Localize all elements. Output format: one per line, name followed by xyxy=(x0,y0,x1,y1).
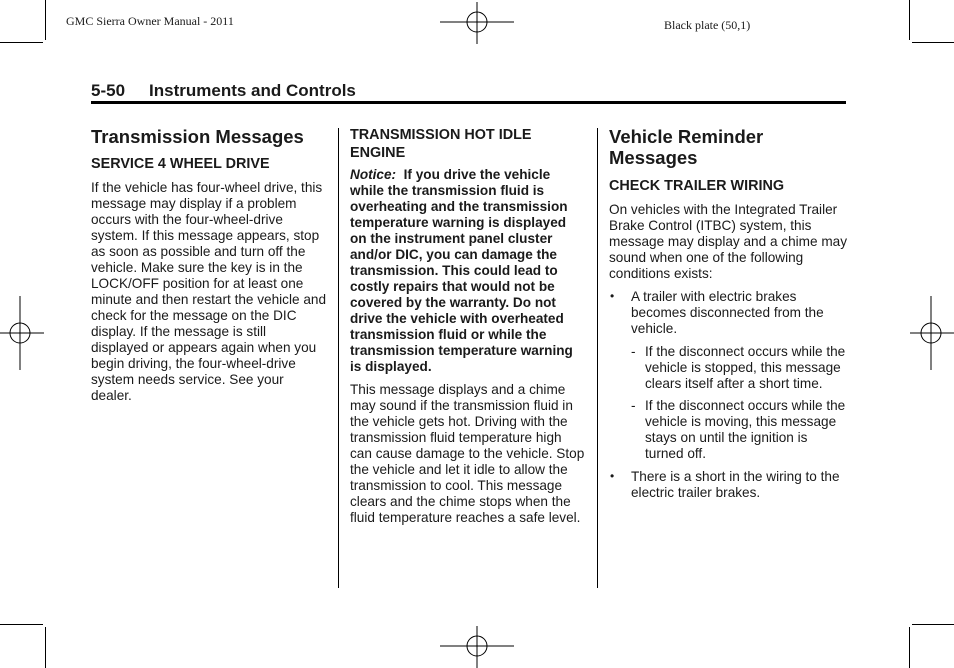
subheading-transmission-hot-idle: TRANSMISSION HOT IDLE ENGINE xyxy=(350,127,532,161)
crop-mark xyxy=(909,627,910,668)
sub-list-item xyxy=(609,398,849,462)
plate-label: Black plate (50,1) xyxy=(664,18,751,32)
heading-vehicle-reminder: Vehicle Reminder Messages xyxy=(609,126,764,168)
notice-label: Notice: xyxy=(350,167,397,182)
dash-text: If the disconnect occurs while the vehicle is moving, this message stays on until the ignition is turned off. xyxy=(645,398,846,461)
crop-mark xyxy=(0,624,43,625)
column-2 xyxy=(350,126,586,526)
column-divider xyxy=(597,128,598,588)
dash-marker: - xyxy=(631,398,636,413)
notice-paragraph xyxy=(350,167,586,375)
list-item xyxy=(609,289,849,337)
crop-mark xyxy=(912,42,954,43)
heading-transmission-messages: Transmission Messages xyxy=(91,126,304,147)
bullet-marker: • xyxy=(610,469,615,483)
bullet-text: A trailer with electric brakes becomes disconnected from the vehicle. xyxy=(631,289,824,336)
notice-text: If you drive the vehicle while the transmission fluid is overheating and the transmission temperature warning is displayed on the instrument panel cluster and/or DIC, you can damage the transmission. This could lead to costly repairs that would not be covered by the warranty. Do not drive the vehicle with overheated transmission fluid or while the transmission temperature warning is displayed. xyxy=(350,167,573,374)
column-divider xyxy=(338,128,339,588)
sub-list-item xyxy=(609,344,849,392)
bullet-text: There is a short in the wiring to the electric trailer brakes. xyxy=(631,469,840,500)
registration-mark-bottom xyxy=(440,626,514,668)
column-1 xyxy=(91,126,327,404)
dash-text: If the disconnect occurs while the vehicle is stopped, this message clears itself after a short time. xyxy=(645,344,846,391)
paragraph-hot-idle: This message displays and a chime may sound if the transmission fluid in the vehicle gets hot. Driving with the transmission fluid temperature high can cause damage to the vehicle. Stop the vehicle and let it idle to allow the transmission to cool. This message clears and the chime stops when the fluid temperature reaches a safe level. xyxy=(350,382,585,525)
crop-mark xyxy=(45,0,46,40)
subheading-service-4wd: SERVICE 4 WHEEL DRIVE xyxy=(91,156,270,172)
crop-mark xyxy=(45,627,46,668)
page-number: 5-50 xyxy=(91,81,126,100)
list-item xyxy=(609,469,849,501)
dash-marker: - xyxy=(631,344,636,359)
section-title: Instruments and Controls xyxy=(149,81,356,100)
crop-mark xyxy=(909,0,910,40)
crop-mark xyxy=(912,624,954,625)
subheading-check-trailer-wiring: CHECK TRAILER WIRING xyxy=(609,178,785,194)
section-heading xyxy=(91,81,356,101)
bullet-marker: • xyxy=(610,289,615,303)
registration-mark-left xyxy=(0,296,44,370)
crop-mark xyxy=(0,42,43,43)
paragraph-service-4wd: If the vehicle has four-wheel drive, this message may display if a problem occurs with the four-wheel-drive system. If this message appears, stop as soon as possible and turn off the vehicle. Make sure the key is in the LOCK/OFF position for at least one minute and then restart the vehicle and check for the message on the DIC display. If the message is still displayed or appears again when you begin driving, the four-wheel-drive system needs service. See your dealer. xyxy=(91,180,327,403)
paragraph-trailer-intro: On vehicles with the Integrated Trailer Brake Control (ITBC) system, this message may display and a chime may sound when one of the following conditions exists: xyxy=(609,202,847,281)
manual-title: GMC Sierra Owner Manual - 2011 xyxy=(66,14,234,28)
column-3 xyxy=(609,126,849,501)
registration-mark-top xyxy=(440,2,514,44)
registration-mark-right xyxy=(910,296,954,370)
section-rule xyxy=(91,101,846,104)
